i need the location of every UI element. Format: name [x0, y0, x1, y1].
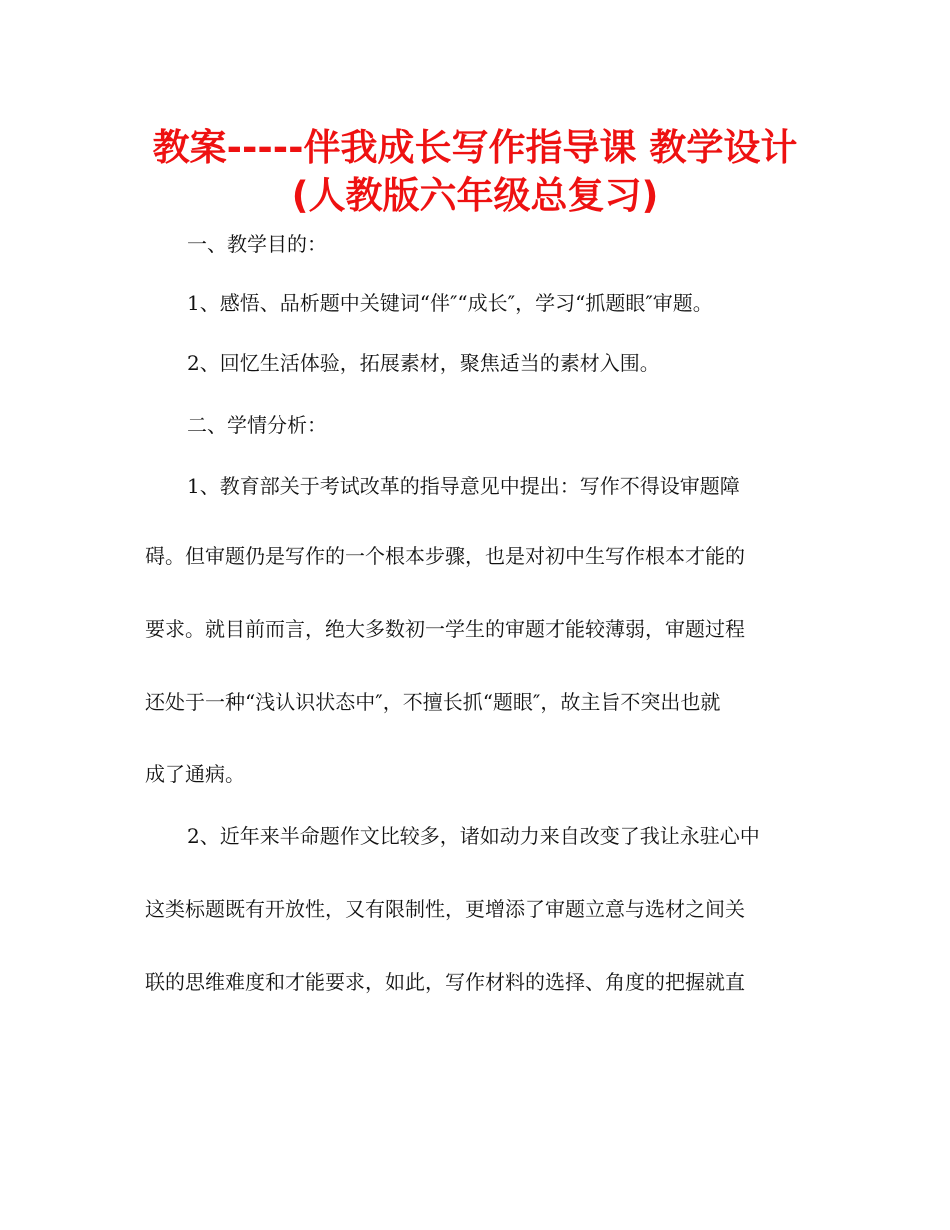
paragraph-line: 成了通病。: [145, 762, 245, 786]
paragraph-line: 要求。就目前而言，绝大多数初一学生的审题才能较薄弱，审题过程: [145, 617, 745, 641]
section-heading-teaching-goals: 一、教学目的：: [187, 232, 327, 256]
paragraph-line: 1、感悟、品析题中关键词“伴″“成长″，学习“抓题眼″审题。: [187, 291, 713, 315]
document-title-line-2: (人教版六年级总复习): [291, 174, 659, 217]
paragraph-line: 1、教育部关于考试改革的指导意见中提出：写作不得设审题障: [187, 474, 740, 498]
paragraph-line: 联的思维难度和才能要求，如此，写作材料的选择、角度的把握就直: [145, 970, 745, 994]
paragraph-line: 这类标题既有开放性，又有限制性，更增添了审题立意与选材之间关: [145, 897, 745, 921]
paragraph-line: 2、回忆生活体验，拓展素材，聚焦适当的素材入围。: [187, 351, 660, 375]
paragraph-line: 还处于一种“浅认识状态中″，不擅长抓“题眼″，故主旨不突出也就: [145, 690, 721, 714]
paragraph-line: 碍。但审题仍是写作的一个根本步骤，也是对初中生写作根本才能的: [145, 544, 745, 568]
section-heading-learning-analysis: 二、学情分析：: [187, 413, 327, 437]
paragraph-line: 2、近年来半命题作文比较多，诸如动力来自改变了我让永驻心中: [187, 824, 760, 848]
document-title-line-1: 教案-----伴我成长写作指导课 教学设计: [152, 126, 798, 169]
